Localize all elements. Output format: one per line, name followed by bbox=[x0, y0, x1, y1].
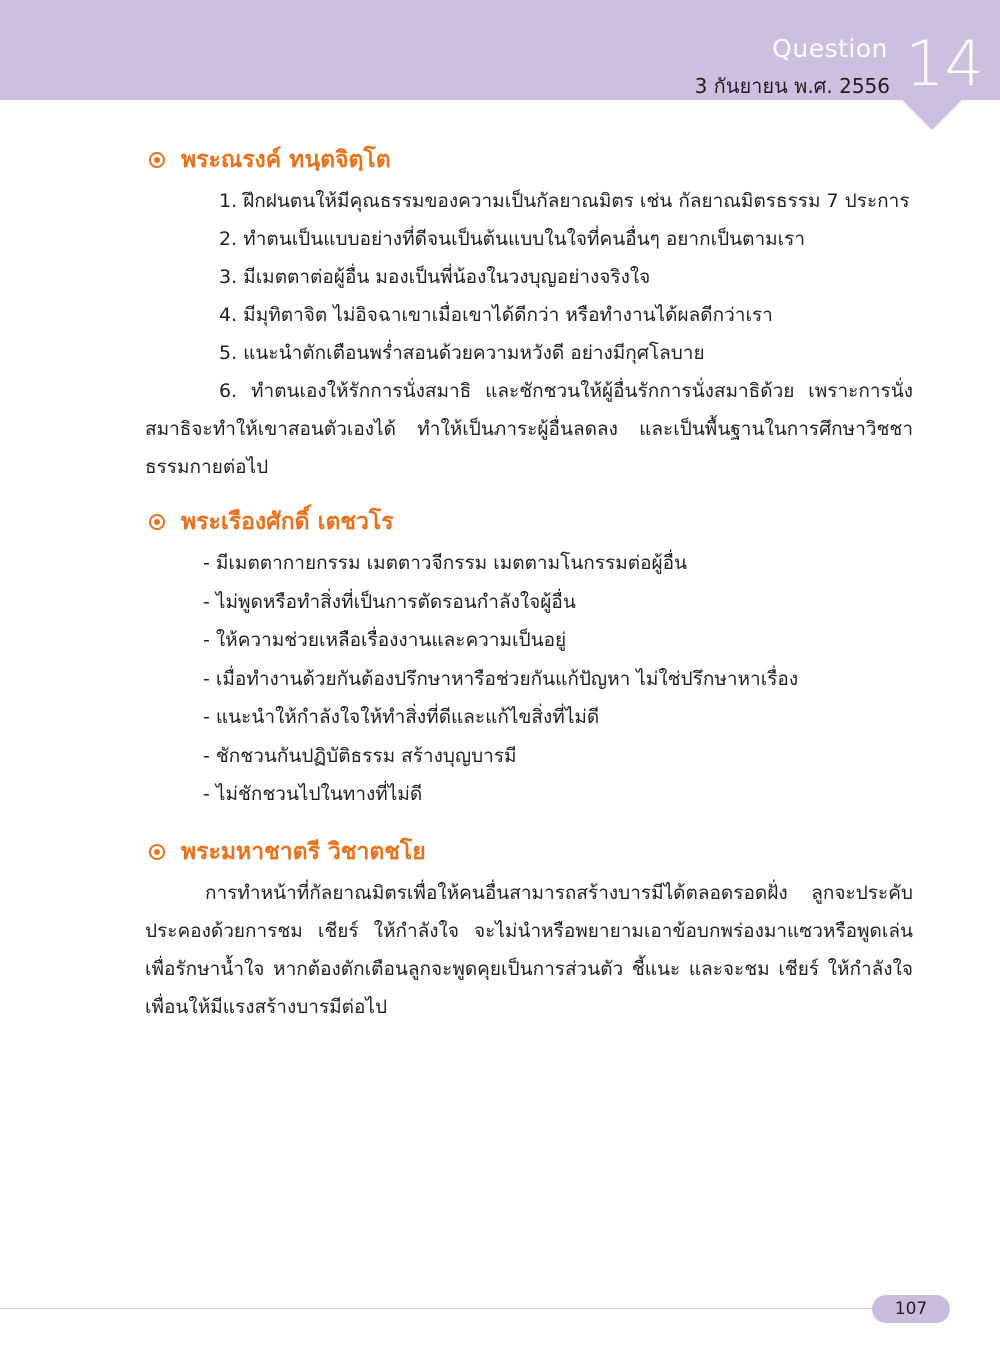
page-number: 107 bbox=[872, 1295, 950, 1323]
list-item: 6. ทำตนเองให้รักการนั่งสมาธิ และชักชวนให้ผู้อื่นรักการนั่งสมาธิด้วย เพราะการนั่งสมาธิจะทำให้เขาสอนตัวเองได้ ทำให้เป็นภาระผู้อื่นลดลง และเป็นพื้นฐานในการศึกษาวิชชาธรรมกายต่อไป bbox=[145, 380, 913, 478]
circle-bullet-icon bbox=[149, 514, 165, 530]
list-item: - แนะนำให้กำลังใจให้ทำสิ่งที่ดีและแก้ไขสิ่งที่ไม่ดี bbox=[203, 706, 600, 728]
footer-divider bbox=[0, 1308, 880, 1309]
list-item: 5. แนะนำตักเตือนพร่ำสอนด้วยความหวังดี อย่างมีกุศโลบาย bbox=[219, 342, 705, 364]
section-chatree bbox=[145, 830, 913, 1026]
section-title bbox=[145, 830, 913, 874]
question-label: Question bbox=[772, 34, 888, 63]
list-item: 1. ฝึกฝนตนให้มีคุณธรรมของความเป็นกัลยาณมิตร เช่น กัลยาณมิตรธรรม 7 ประการ bbox=[219, 190, 910, 212]
list-item: - ให้ความช่วยเหลือเรื่องงานและความเป็นอยู่ bbox=[203, 629, 567, 651]
list-item: - ไม่ชักชวนไปในทางที่ไม่ดี bbox=[203, 783, 423, 805]
dash-list bbox=[145, 544, 913, 814]
header-tab-pointer bbox=[902, 100, 962, 130]
list-item: 2. ทำตนเป็นแบบอย่างที่ดีจนเป็นต้นแบบในใจที่คนอื่นๆ อยากเป็นตามเรา bbox=[219, 228, 806, 250]
list-item: 3. มีเมตตาต่อผู้อื่น มองเป็นพี่น้องในวงบุญอย่างจริงใจ bbox=[219, 266, 651, 288]
paragraph: การทำหน้าที่กัลยาณมิตรเพื่อให้คนอื่นสามารถสร้างบารมีได้ตลอดรอดฝั่ง ลูกจะประคับประคองด้วยการชม เชียร์ ให้กำลังใจ จะไม่นำหรือพยายามเอาข้อบกพร่องมาแซวหรือพูดเล่น เพื่อรักษาน้ำใจ หากต้องตักเตือนลูกจะพูดคุยเป็นการส่วนตัว ชี้แนะ และจะชม เชียร์ ให้กำลังใจเพื่อนให้มีแรงสร้างบารมีต่อไป bbox=[145, 881, 913, 1018]
list-item: - ชักชวนกันปฏิบัติธรรม สร้างบุญบารมี bbox=[203, 744, 517, 767]
page-content bbox=[145, 138, 913, 1026]
header-date: 3 กันยายน พ.ศ. 2556 bbox=[694, 74, 890, 98]
circle-bullet-icon bbox=[149, 844, 165, 860]
section-title bbox=[145, 500, 913, 544]
section-title bbox=[145, 138, 913, 182]
question-number: 14 bbox=[905, 27, 984, 100]
list-item: - มีเมตตากายกรรม เมตตาวจีกรรม เมตตามโนกรรมต่อผู้อื่น bbox=[203, 552, 688, 574]
section-title-text: พระมหาชาตรี วิชาตชโย bbox=[181, 838, 426, 865]
list-item: 4. มีมุทิตาจิต ไม่อิจฉาเขาเมื่อเขาได้ดีกว่า หรือทำงานได้ผลดีกว่าเรา bbox=[219, 304, 773, 326]
section-ruangsak bbox=[145, 500, 913, 814]
section-narong bbox=[145, 138, 913, 486]
list-item: - ไม่พูดหรือทำสิ่งที่เป็นการตัดรอนกำลังใจผู้อื่น bbox=[203, 590, 576, 613]
circle-bullet-icon bbox=[149, 152, 165, 168]
section-title-text: พระณรงค์ ทนฺตจิตฺโต bbox=[181, 147, 391, 173]
list-item: - เมื่อทำงานด้วยกันต้องปรึกษาหารือช่วยกันแก้ปัญหา ไม่ใช่ปรึกษาหาเรื่อง bbox=[203, 667, 799, 690]
section-title-text: พระเรืองศักดิ์ เตชวโร bbox=[181, 509, 394, 535]
